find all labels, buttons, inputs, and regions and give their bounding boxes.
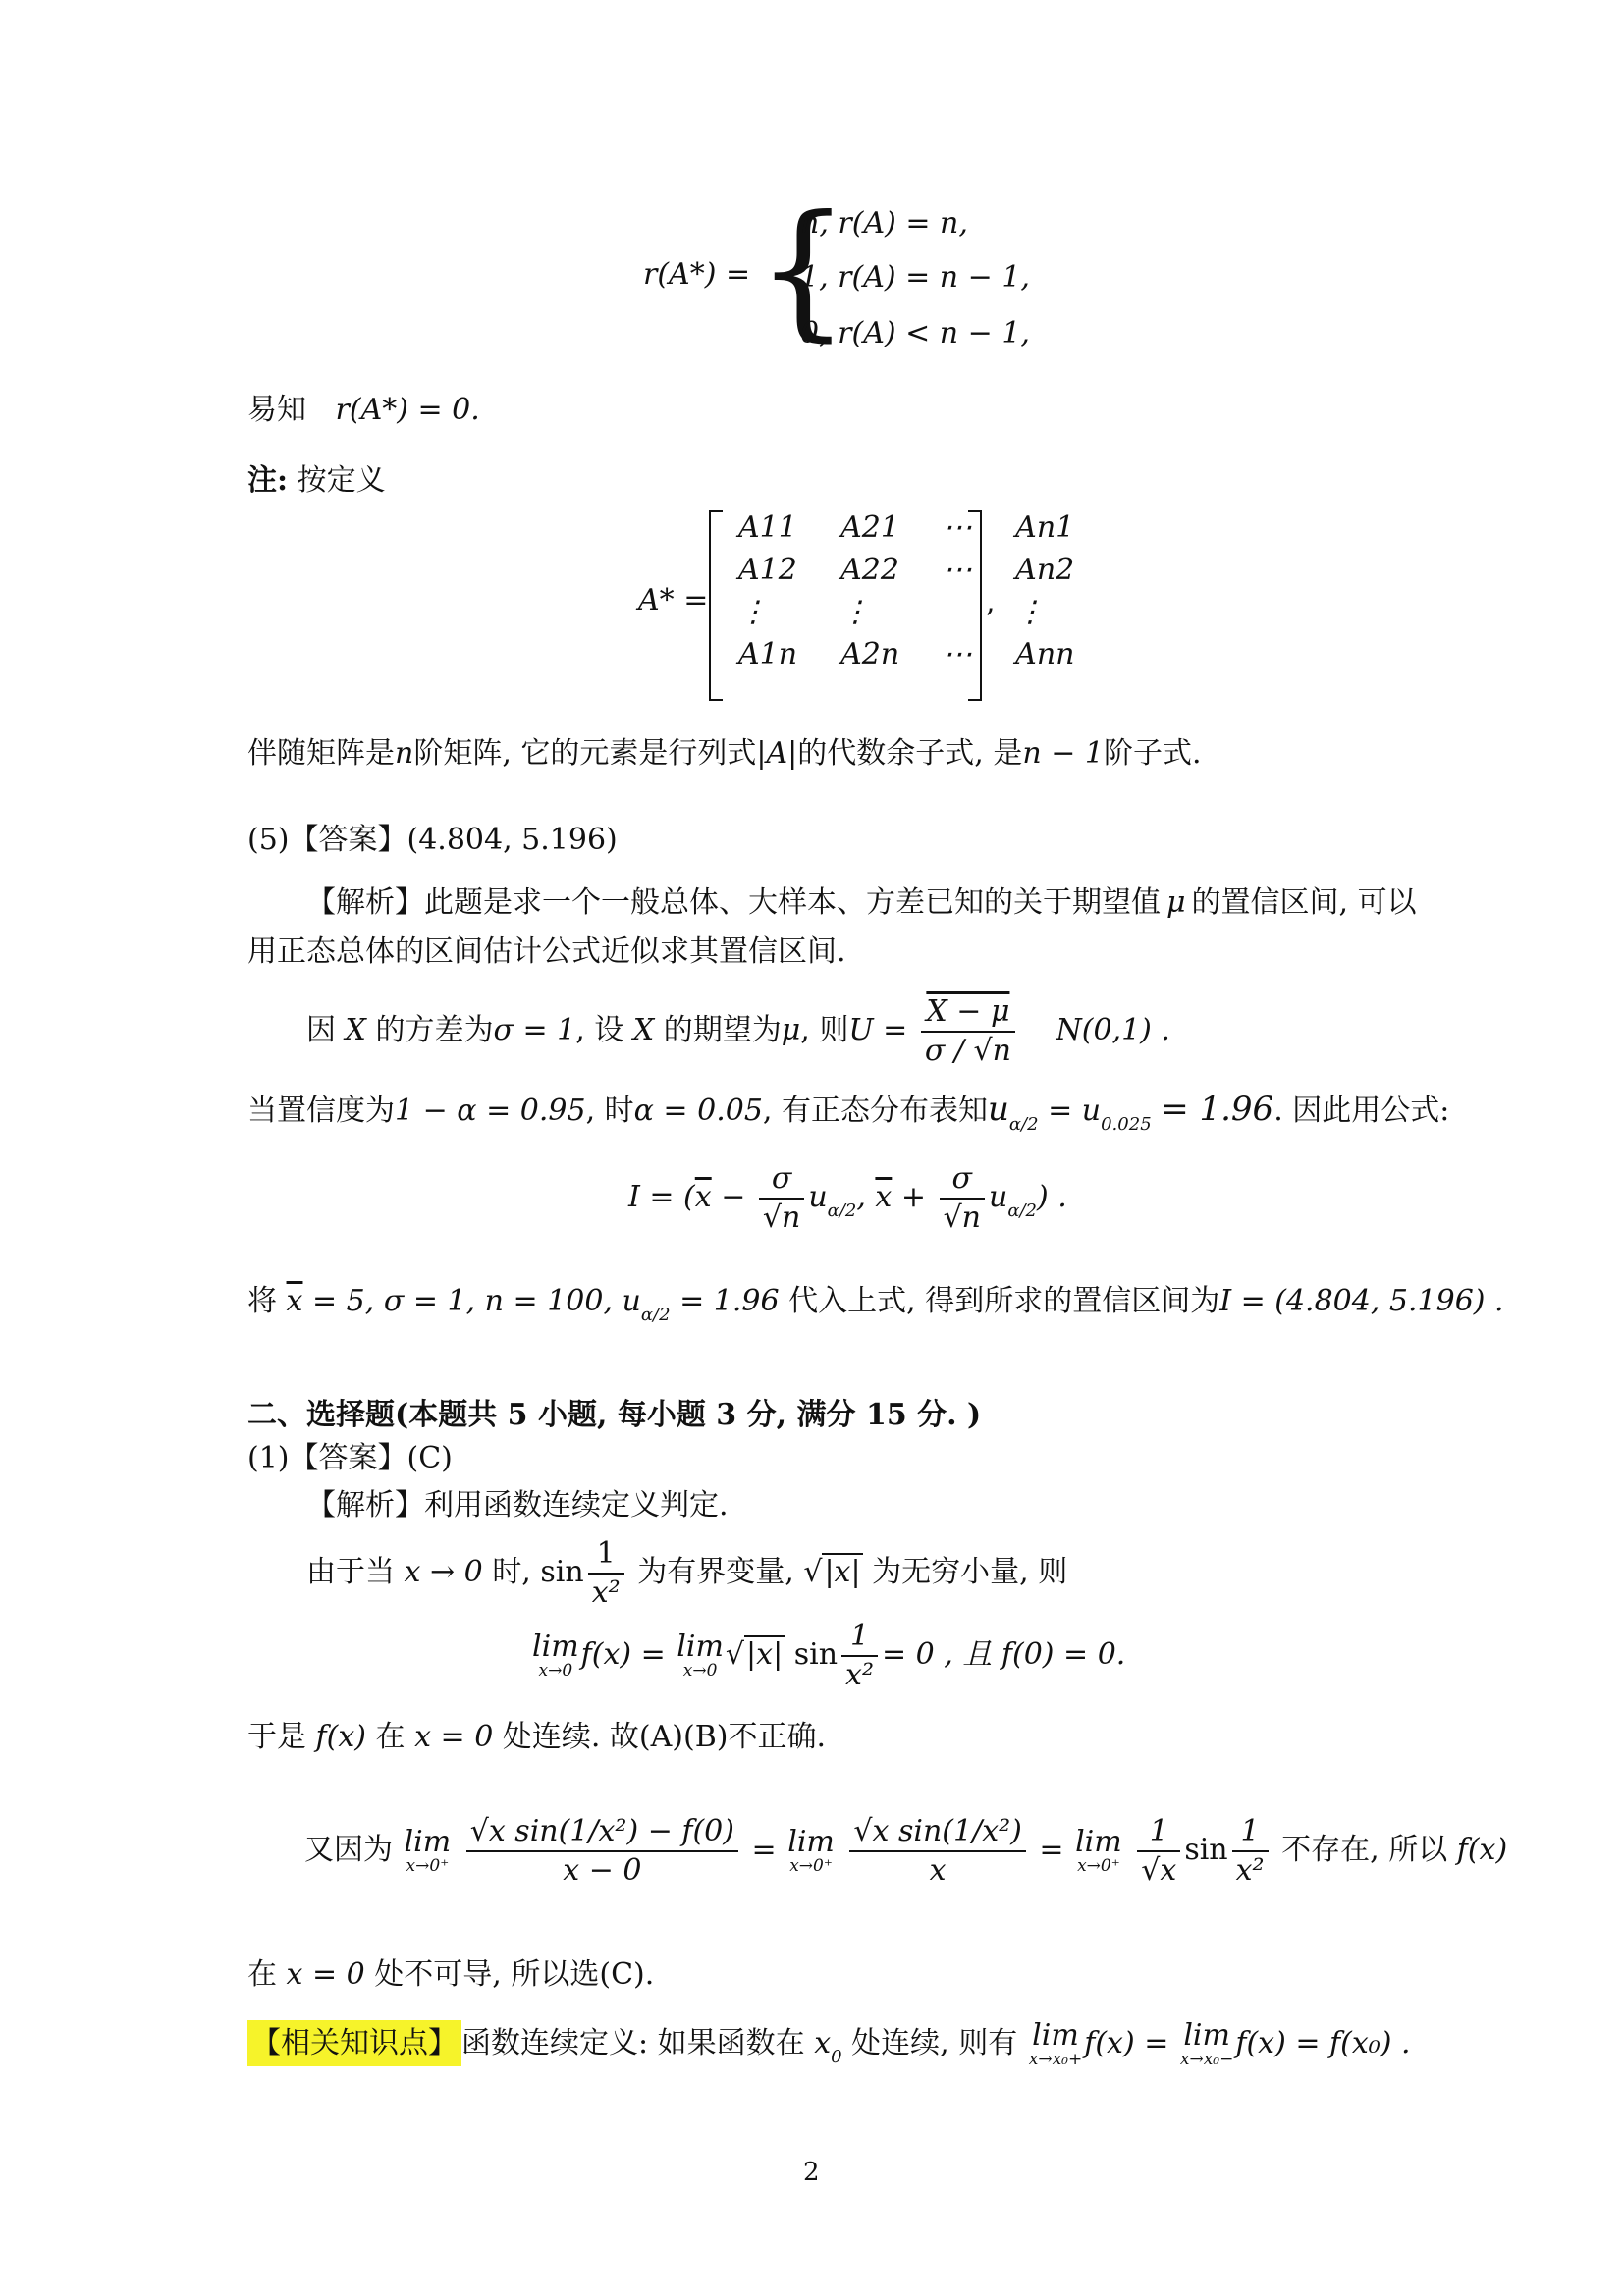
- u-statistic: U =: [848, 1013, 908, 1047]
- matrix-row: [717, 549, 1096, 591]
- q5-substitution-line: [247, 1272, 1504, 1345]
- text: 处不可导, 所以选(C).: [374, 1957, 655, 1992]
- mu-symbol: μ: [781, 1013, 801, 1047]
- matrix-cell: A1n: [738, 637, 798, 671]
- answer-value: (4.804, 5.196): [406, 823, 618, 857]
- text: . 因此用公式:: [1273, 1094, 1450, 1128]
- u-fraction: [921, 993, 1015, 1070]
- x-eq-0: x = 0: [286, 1957, 365, 1992]
- text: 处连续, 则有: [851, 2026, 1018, 2060]
- piecewise-brace: {: [756, 185, 850, 355]
- text: , 则: [800, 1013, 849, 1047]
- u-denominator: σ / √n: [924, 1034, 1011, 1068]
- matrix-cell: A22: [840, 553, 899, 587]
- matrix-cell: [921, 591, 994, 633]
- text: 在: [247, 1957, 277, 1992]
- limit-formula: lim x→0 f(x) = lim x→0 √|x| sin $\frac{1}{\text{x²}}$ = 0 , 且 f(0) = 0.: [532, 1619, 1126, 1692]
- u-symbol: u: [987, 1090, 1009, 1129]
- text: 在: [375, 1720, 406, 1754]
- analysis-label: 【解析】: [306, 885, 424, 920]
- text: 当置信度为: [247, 1094, 395, 1128]
- question-number: (5): [247, 823, 290, 857]
- knowledge-label: 【相关知识点】: [247, 2020, 461, 2066]
- matrix-cell: ⋯: [943, 510, 973, 545]
- text: 时,: [492, 1555, 531, 1589]
- limit-op: lim x→x₀+: [1028, 2018, 1083, 2069]
- s2q1-bounded-line: [306, 1533, 1067, 1612]
- interval-formula: $I = (\overline{x}$ − $\frac{\sigma}{√n}$ $u_{\alpha/2}$, $\overline{x}$ + $\frac{\sigma}{√n}$ $u_{\alpha/2}$) .: [628, 1161, 1067, 1235]
- text: 不存在, 所以: [1281, 1833, 1448, 1867]
- u-alpha-half: α/2: [640, 1305, 671, 1325]
- q5-confidence-line: [247, 1080, 1449, 1154]
- matrix-cell: Ann: [1015, 637, 1075, 671]
- rank-case-1: n, r(A) = n,: [800, 206, 968, 240]
- text: 的方差为: [375, 1013, 494, 1047]
- matrix-row: [717, 591, 1096, 633]
- u-numerator: X − μ: [921, 993, 1015, 1033]
- x-to-0: x → 0: [404, 1555, 483, 1589]
- desc-text: 伴随矩阵是: [247, 736, 395, 771]
- difference-quotient: $\frac{\text{√x sin(1/x²) − f(0)}}{x - 0}$: [466, 1813, 738, 1890]
- desc-n-minus-1: n − 1: [1022, 736, 1104, 771]
- page-number: 2: [803, 2158, 820, 2187]
- desc-text: 阶子式.: [1104, 736, 1202, 771]
- text: , 时: [585, 1094, 634, 1128]
- text: 为无穷小量, 则: [872, 1555, 1068, 1589]
- question-number: (1): [247, 1441, 290, 1475]
- text: 的期望为: [663, 1013, 782, 1047]
- text: 又因为: [304, 1833, 393, 1867]
- one-over-x2: $\frac{1}{\text{x²}}$: [1232, 1813, 1269, 1890]
- limit-op: lim x→0⁺: [404, 1825, 452, 1876]
- matrix-cell: An2: [1015, 553, 1075, 587]
- text: 处连续. 故(A)(B)不正确.: [502, 1720, 826, 1754]
- q5-analysis-line-2: [247, 931, 846, 974]
- limit-op: lim x→x₀−: [1179, 2018, 1234, 2069]
- text: , 有正态分布表知: [762, 1094, 988, 1128]
- subst-values: = 5, σ = 1, n = 100, u: [302, 1284, 641, 1318]
- analysis-label: 【解析】: [306, 1488, 424, 1522]
- matrix-row: [717, 507, 1096, 549]
- f-of-x: f(x): [315, 1720, 366, 1754]
- note-label: 注:: [247, 463, 289, 498]
- confidence-eq: 1 − α = 0.95: [395, 1094, 586, 1128]
- sqrt-abs-x: √|x|: [803, 1555, 861, 1589]
- matrix-cell: A11: [738, 510, 797, 545]
- x-eq-0: x = 0: [414, 1720, 494, 1754]
- text: 于是: [247, 1720, 306, 1754]
- analysis-text: 利用函数连续定义判定.: [424, 1488, 729, 1522]
- x0: $x_0$: [814, 2026, 842, 2067]
- q5-variance-line: [306, 991, 1170, 1070]
- alpha-eq: α = 0.05: [633, 1094, 763, 1128]
- desc-text: 阶矩阵, 它的元素是行列式: [413, 736, 757, 771]
- text: , 设: [575, 1013, 624, 1047]
- u-subscript: 0.025: [1101, 1114, 1152, 1135]
- limit-result: = 0 , 且 f(0) = 0.: [882, 1637, 1126, 1672]
- text: 函数连续定义: 如果函数在: [461, 2026, 805, 2060]
- text: 由于当: [306, 1555, 395, 1589]
- f-of-x: f(x): [1456, 1833, 1508, 1867]
- text: 因: [306, 1013, 336, 1047]
- matrix-cell: ⋯: [943, 637, 973, 671]
- analysis-text: 此题是求一个一般总体、大样本、方差已知的关于期望值: [424, 885, 1161, 920]
- u-alpha-half: α/2: [1008, 1114, 1039, 1135]
- text: 为有界变量,: [637, 1555, 794, 1589]
- adjugate-tail: ,: [986, 585, 996, 619]
- matrix-cell: ⋮: [738, 595, 768, 629]
- matrix-cell: An1: [1015, 510, 1075, 545]
- matrix-cell: A12: [738, 553, 797, 587]
- answer-value: (C): [406, 1441, 453, 1475]
- limit-op: lim x→0⁺: [787, 1825, 835, 1876]
- var-x: X: [345, 1013, 366, 1047]
- x-bar: $\overline{x}$: [286, 1284, 303, 1318]
- matrix-cell: ⋮: [1015, 595, 1046, 629]
- desc-text: 的代数余子式, 是: [797, 736, 1023, 771]
- adjugate-matrix: [717, 507, 1096, 675]
- easy-know-formula: r(A*) = 0.: [335, 393, 480, 427]
- rank-lhs: r(A*) =: [643, 257, 751, 292]
- matrix-cell: A21: [840, 510, 899, 545]
- s2q1-analysis-line: [306, 1484, 729, 1527]
- matrix-cell: ⋮: [840, 595, 871, 629]
- section-heading: 二、选择题(本题共 5 小题, 每小题 3 分, 满分 15 分. ): [247, 1398, 982, 1432]
- desc-n: n: [395, 736, 414, 771]
- s2q1-knowledge-line: 【相关知识点】 函数连续定义: 如果函数在 $x_0$ 处连续, 则有 lim x→x₀+ f(x) = lim x→x₀− f(x) = f(x₀) .: [247, 2014, 1411, 2087]
- analysis-text: 用正态总体的区间估计公式近似求其置信区间.: [247, 934, 846, 969]
- analysis-text: 的置信区间, 可以: [1191, 885, 1417, 920]
- s2q1-derivative-line: 又因为 lim x→0⁺ $\frac{\text{√x sin(1/x²) − f(0)}}{x - 0}$ = lim x→0⁺ $\frac{\text{√x sin(1/x²)}}{x}$ = lim x→0⁺ $\frac{1}{√x}$ sin $\frac{1}{\text{x²}}$ 不存在, 所以 f(x): [304, 1814, 1508, 1888]
- sigma-eq: σ = 1: [493, 1013, 576, 1047]
- adjugate-desc: [247, 732, 1202, 775]
- easy-know-label: 易知: [247, 393, 306, 427]
- note-line: [247, 459, 386, 503]
- adjugate-lhs: A* =: [638, 583, 709, 617]
- text: 将: [247, 1284, 277, 1318]
- matrix-cell: ⋯: [943, 553, 973, 587]
- easy-know-line: [247, 389, 480, 432]
- text: 代入上式, 得到所求的置信区间为: [788, 1284, 1220, 1318]
- continuity-formula: f(x) = f(x₀) .: [1235, 2026, 1411, 2060]
- matrix-cell: A2n: [840, 637, 900, 671]
- limit-op: lim x→0⁺: [1075, 1825, 1122, 1876]
- matrix-right-bracket: [968, 510, 982, 701]
- mu-symbol: μ: [1166, 885, 1186, 920]
- answer-label: 【答案】: [289, 823, 407, 857]
- q5-analysis-line-1: [306, 881, 1417, 925]
- note-text: 按定义: [297, 463, 386, 498]
- u-eq: = u: [1048, 1094, 1102, 1128]
- one-over-x2: $\frac{1}{\text{x²}}$: [588, 1535, 624, 1612]
- q5-answer-line: [247, 819, 618, 862]
- rank-case-3: 0, r(A) < n − 1,: [800, 316, 1030, 350]
- sin-term: sin: [540, 1555, 584, 1589]
- one-over-sqrt-x: $\frac{1}{√x}$: [1137, 1813, 1180, 1890]
- s2q1-answer-line: [247, 1437, 453, 1480]
- quotient-2: $\frac{\text{√x sin(1/x²)}}{x}$: [849, 1813, 1025, 1890]
- u-value: = 1.96: [679, 1284, 780, 1318]
- desc-det: |A|: [756, 736, 798, 771]
- s2q1-continuity-line: [247, 1716, 826, 1759]
- interval-result: I = (4.804, 5.196) .: [1219, 1284, 1504, 1318]
- answer-label: 【答案】: [289, 1441, 407, 1475]
- matrix-row: [717, 633, 1096, 675]
- s2q1-not-diff-line: [247, 1953, 654, 1997]
- var-x: X: [632, 1013, 655, 1047]
- rank-case-2: 1, r(A) = n − 1,: [800, 260, 1030, 294]
- normal-dist: N(0,1) .: [1056, 1013, 1170, 1047]
- u-value: = 1.96: [1161, 1090, 1274, 1129]
